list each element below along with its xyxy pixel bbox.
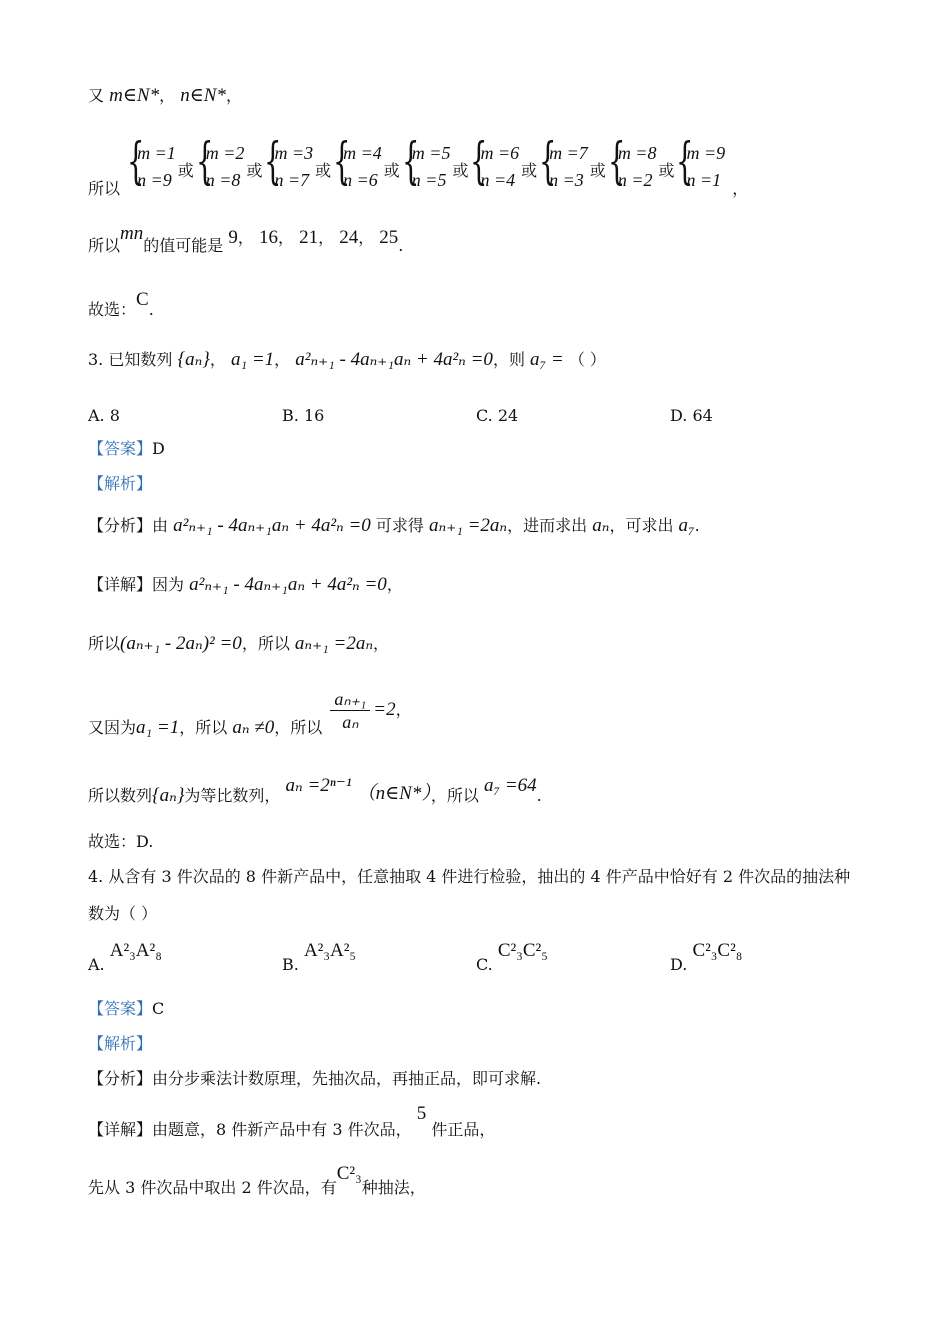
q4-option-c: C. C²₃C²₅ (476, 940, 548, 974)
q4-analysis-tag: 【解析】 (88, 1034, 153, 1053)
math-recurrence: a²ₙ₊₁ - 4aₙ₊₁aₙ + 4a²ₙ =0 (295, 349, 493, 370)
or-word: 或 (315, 160, 332, 180)
case-n: n =2 (617, 170, 653, 190)
math-m-in-n: m∈N* (109, 85, 160, 106)
fraction-ratio: $\frac{\text{aₙ₊₁}}{\text{aₙ}}$ (330, 690, 370, 731)
case-m: m =3 (274, 143, 314, 163)
q3-analysis-tag: 【解析】 (88, 474, 153, 493)
q3-detail-1: 【详解】因为 a²ₙ₊₁ - 4aₙ₊₁aₙ + 4a²ₙ =0， (88, 574, 403, 595)
q3-option-c: C. 24 (476, 406, 519, 425)
case-m: m =1 (137, 143, 176, 163)
math-a1: a₁ =1 (230, 349, 275, 370)
case-n: n =5 (411, 170, 447, 190)
q4-detail-2: 先从 3 件次品中取出 2 件次品，有C²₃种抽法， (88, 1163, 426, 1197)
case-brace (195, 132, 245, 194)
brace-glyph: { (264, 132, 282, 190)
case-m: m =4 (343, 143, 382, 163)
case-brace (401, 132, 451, 194)
case-m: m =8 (617, 143, 657, 163)
case-n: n =7 (274, 170, 310, 190)
brace-glyph: { (195, 132, 214, 190)
case-n: n =9 (137, 170, 172, 190)
q4-stem-line2: 数为（ ） (88, 904, 158, 923)
q4-answer: 【答案】C (88, 999, 165, 1018)
case-m: m =7 (549, 143, 588, 163)
q4-option-b: B. A²₃A²₅ (282, 940, 357, 974)
case-brace (127, 132, 176, 194)
math-mn: mn (120, 223, 144, 244)
q3-fenxi: 【分析】由 a²ₙ₊₁ - 4aₙ₊₁aₙ + 4a²ₙ =0 可求得 aₙ₊₁ =2aₙ，进而求出 aₙ，可求出 a₇. (88, 515, 700, 536)
brace-glyph: { (401, 132, 420, 190)
q4-detail-1: 【详解】由题意，8 件新产品中有 3 件次品， 5 件正品， (88, 1103, 496, 1139)
case-brace (607, 132, 657, 194)
line-choice-c: 故选：C. (88, 289, 154, 319)
line-mn-values: 所以mn的值可能是 9， 16， 21， 24， 25. (88, 223, 404, 255)
case-brace (539, 132, 588, 194)
case-n: n =8 (205, 170, 241, 190)
math-n-in-n: n∈N* (180, 85, 226, 106)
brace-glyph: { (607, 132, 626, 190)
case-n: n =1 (686, 170, 722, 190)
q3-option-d: D. 64 (670, 406, 713, 425)
q3-option-a: A. 8 (88, 406, 120, 425)
q3-detail-5: 故选：D. (88, 832, 154, 851)
q4-fenxi: 【分析】由分步乘法计数原理，先抽次品，再抽正品，即可求解. (88, 1069, 542, 1088)
case-n: n =4 (480, 170, 516, 190)
case-n: n =3 (549, 170, 584, 190)
brace-glyph: { (333, 132, 351, 190)
case-brace (470, 132, 520, 194)
or-word: 或 (452, 160, 469, 180)
brace-glyph: { (470, 132, 488, 190)
case-m: m =2 (205, 143, 245, 163)
case-brace (264, 132, 314, 194)
or-word: 或 (177, 160, 194, 180)
or-word: 或 (383, 160, 400, 180)
q3-stem: 3. 已知数列 {aₙ}， a₁ =1， a²ₙ₊₁ - 4aₙ₊₁aₙ + 4a²ₙ =0，则 a₇ = （ ） (88, 349, 606, 370)
math-seq: {aₙ} (177, 349, 210, 370)
case-n: n =6 (343, 170, 378, 190)
brace-glyph: { (127, 132, 145, 190)
q3-detail-3: 又因为a₁ =1，所以 aₙ ≠0，所以 $\frac{\text{aₙ₊₁}}{\text{aₙ}}$ =2， (88, 689, 412, 738)
q3-detail-2: 所以(aₙ₊₁ - 2aₙ)² =0，所以 aₙ₊₁ =2aₙ， (88, 633, 390, 654)
or-word: 或 (246, 160, 263, 180)
math-a7: a₇ = (530, 349, 564, 370)
q4-stem-line1: 4. 从含有 3 件次品的 8 件新产品中，任意抽取 4 件进行检验，抽出的 4 件产品中恰好有 2 件次品的抽法种 (88, 867, 851, 886)
case-m: m =5 (411, 143, 451, 163)
line-n-star: 又 m∈N*， n∈N*， (88, 85, 242, 106)
or-word: 或 (521, 160, 538, 180)
brace-glyph: { (539, 132, 557, 190)
case-brace (676, 132, 726, 194)
case-brace (333, 132, 382, 194)
line-cases: 所以 { m =1 n =9 或 { m =2 n =8 或 { m =3 n =7 或 { m =4 n =6 或 { m =5 n =5 或 { m =6 n =4 或 { m =7 n =3 或 { m =8 n =2 或 { m =9 n =1 ， (88, 132, 749, 198)
or-word: 或 (589, 160, 606, 180)
q4-option-d: D. C²₃C²₈ (670, 940, 743, 974)
case-m: m =6 (480, 143, 520, 163)
case-m: m =9 (686, 143, 726, 163)
q3-option-b: B. 16 (282, 406, 325, 425)
q4-option-a: A. A²₃A²₈ (88, 940, 162, 974)
q3-answer: 【答案】D (88, 439, 165, 458)
q3-detail-4: 所以数列{aₙ}为等比数列， aₙ =2ⁿ⁻¹ （n∈N*），所以 a₇ =64. (88, 775, 542, 806)
or-word: 或 (658, 160, 675, 180)
brace-glyph: { (676, 132, 694, 190)
